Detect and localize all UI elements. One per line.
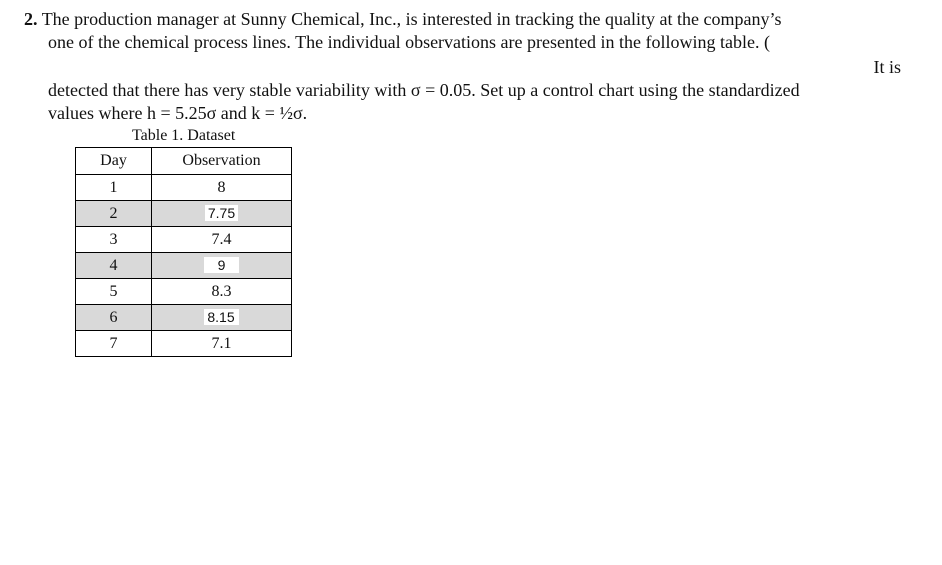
table-row <box>76 201 292 227</box>
header-day: Day <box>76 148 152 175</box>
problem-line-3: It is <box>873 57 901 77</box>
observation-cell <box>152 305 292 331</box>
observation-cell: 7.1 <box>152 331 292 357</box>
table-row <box>76 279 292 305</box>
observation-cell <box>152 201 292 227</box>
day-cell: 6 <box>76 305 152 331</box>
question-number: 2. <box>24 9 38 29</box>
table-row <box>76 253 292 279</box>
day-cell: 7 <box>76 331 152 357</box>
table-row <box>76 175 292 201</box>
day-cell: 5 <box>76 279 152 305</box>
observation-cell: 7.4 <box>152 227 292 253</box>
observation-value: 9 <box>204 257 240 273</box>
day-cell: 4 <box>76 253 152 279</box>
observation-value: 8.15 <box>204 309 238 325</box>
table-row <box>76 305 292 331</box>
observation-cell <box>152 253 292 279</box>
problem-line-1 <box>24 8 781 31</box>
table-row <box>76 227 292 253</box>
problem-line-2: one of the chemical process lines. The individual observations are presented in the following table. ( <box>48 32 770 52</box>
observation-cell: 8.3 <box>152 279 292 305</box>
day-cell: 1 <box>76 175 152 201</box>
observation-value: 7.75 <box>205 205 238 221</box>
day-cell: 3 <box>76 227 152 253</box>
problem-text-1: The production manager at Sunny Chemical, Inc., is interested in tracking the quality at the company’s <box>41 9 782 29</box>
problem-line-4: detected that there has very stable variability with σ = 0.05. Set up a control chart using the standardized <box>48 80 800 100</box>
problem-line-5: values where h = 5.25σ and k = ½σ. <box>48 103 308 123</box>
table-row <box>76 331 292 357</box>
day-cell: 2 <box>76 201 152 227</box>
observation-cell: 8 <box>152 175 292 201</box>
header-observation: Observation <box>152 148 292 175</box>
dataset-table <box>75 147 292 357</box>
table-header-row <box>76 148 292 175</box>
table-caption: Table 1. Dataset <box>132 127 236 144</box>
